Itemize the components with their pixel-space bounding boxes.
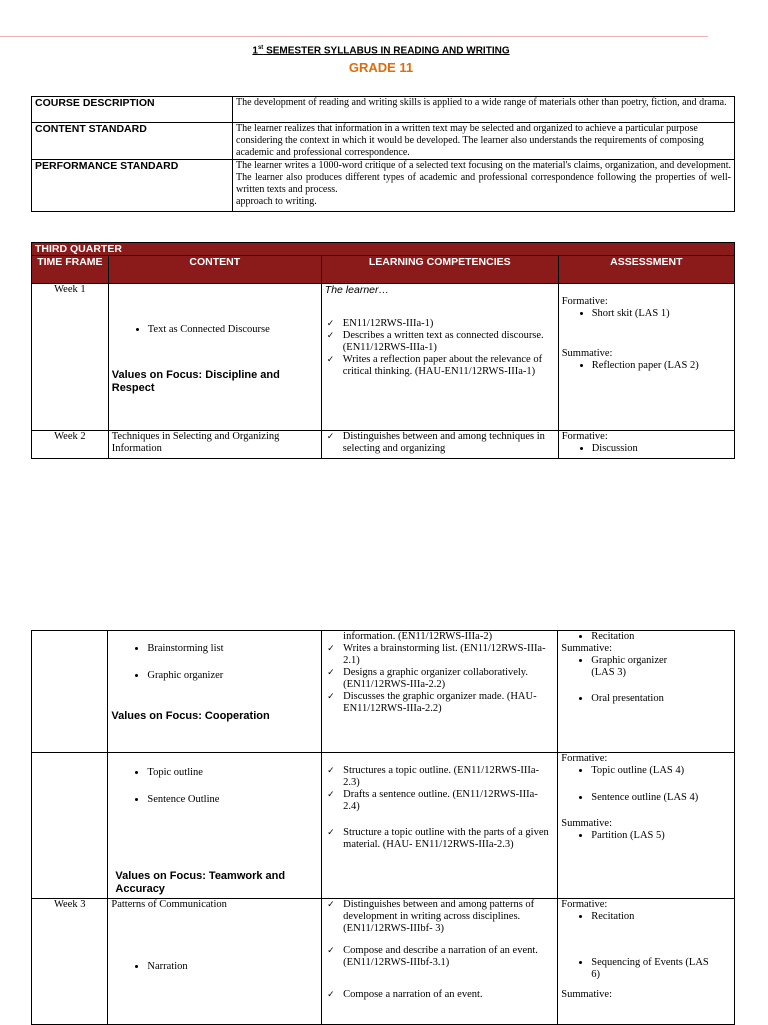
list-item: ✓ Compose a narration of an event. (343, 989, 554, 1001)
grade-heading: GRADE 11 (348, 60, 414, 75)
competency-continued: information. (EN11/12RWS-IIIa-2) (343, 631, 493, 642)
list-item: ✓ Distinguishes between and among patterns of development in writing across disciplines. (EN11/12RWS-IIIbf- 3) (343, 899, 554, 935)
top-rule (0, 36, 708, 37)
list-item: • Sequencing of Events (LAS 6) (591, 957, 711, 981)
list-item: ✓ Writes a brainstorming list. (EN11/12RWS-IIIa-2.1) (343, 643, 554, 667)
values-focus: Values on Focus: Teamwork and Accuracy (115, 870, 286, 895)
course-description-value: The development of reading and writing skills is applied to a wide range of materials other than poetry, fiction, and drama. (233, 97, 735, 123)
list-item: ✓ Structure a topic outline with the parts of a given material. (HAU- EN11/12RWS-IIIa-2.3) (343, 827, 554, 851)
table-row (32, 431, 735, 459)
list-item: ✓ Discusses the graphic organizer made. (HAU-EN11/12RWS-IIIa-2.2) (343, 691, 554, 715)
col-time-frame: TIME FRAME (32, 256, 109, 284)
third-quarter-table-continued (31, 630, 735, 1025)
list-item: • Short skit (LAS 1) (592, 308, 731, 320)
content-text: Techniques in Selecting and Organizing Information (108, 431, 321, 459)
table-row (32, 753, 735, 899)
table-row (32, 631, 735, 753)
list-item: • Topic outline (LAS 4) (591, 765, 731, 777)
formative-label: Formative: (561, 431, 608, 442)
list-item: • Graphic organizer (LAS 3) (591, 655, 691, 679)
page-title: 1st SEMESTER SYLLABUS IN READING AND WRITING (252, 45, 510, 57)
week-label: Week 2 (32, 431, 109, 459)
formative-label: Formative: (561, 296, 608, 307)
list-item: ✓ Drafts a sentence outline. (EN11/12RWS-IIIa-2.4) (343, 789, 554, 813)
week-label: Week 1 (32, 284, 109, 431)
table-row (32, 899, 735, 1025)
list-item: ✓ EN11/12RWS-IIIa-1) (343, 318, 555, 330)
formative-label: Formative: (561, 899, 608, 910)
list-item: • Topic outline (147, 767, 318, 779)
table-row (32, 284, 735, 431)
performance-standard-label: PERFORMANCE STANDARD (32, 160, 233, 212)
values-focus: Values on Focus: Cooperation (111, 710, 270, 722)
list-item: ✓ Distinguishes between and among techniques in selecting and organizing (343, 431, 555, 455)
list-item: ✓ Describes a written text as connected discourse. (EN11/12RWS-IIIa-1) (343, 330, 555, 354)
list-item: ✓ Structures a topic outline. (EN11/12RWS-IIIa-2.3) (343, 765, 554, 789)
list-item: • Discussion (592, 443, 731, 455)
list-item: • Text as Connected Discourse (148, 324, 318, 336)
list-item: • Sentence Outline (147, 794, 318, 806)
performance-standard-value: The learner writes a 1000-word critique of a selected text focusing on the material's claims, organization, and development. The learner also produces different types of academic and professional correspondence following the properties of well-written texts and process. approach to writing. (233, 160, 735, 212)
quarter-label: THIRD QUARTER (32, 243, 735, 256)
summative-label: Summative: (561, 818, 612, 829)
learner-label: The learner… (324, 284, 389, 296)
list-item: • Partition (LAS 5) (591, 830, 731, 842)
summative-label: Summative: (561, 643, 612, 654)
list-item: • Narration (147, 961, 318, 973)
list-item: ✓ Compose and describe a narration of an event. (EN11/12RWS-IIIbf-3.1) (343, 945, 554, 969)
col-learning-competencies: LEARNING COMPETENCIES (321, 256, 558, 284)
list-item: • Recitation (591, 631, 731, 643)
values-focus: Values on Focus: Discipline and Respect (111, 369, 280, 394)
course-info-table (31, 96, 735, 212)
list-item: ✓ Designs a graphic organizer collaboratively. (EN11/12RWS-IIIa-2.2) (343, 667, 554, 691)
list-item: • Graphic organizer (147, 670, 318, 682)
col-content: CONTENT (108, 256, 321, 284)
content-text: Patterns of Communication (111, 899, 227, 910)
third-quarter-table (31, 242, 735, 459)
content-standard-label: CONTENT STANDARD (32, 123, 233, 160)
list-item: ✓ Writes a reflection paper about the relevance of critical thinking. (HAU-EN11/12RWS-IIIa-1) (343, 354, 555, 378)
list-item: • Brainstorming list (147, 643, 318, 655)
course-description-label: COURSE DESCRIPTION (32, 97, 233, 123)
week-label: Week 3 (32, 899, 108, 1025)
list-item: • Recitation (591, 911, 731, 923)
summative-label: Summative: (561, 348, 613, 359)
formative-label: Formative: (561, 753, 608, 764)
content-standard-value: The learner realizes that information in a written text may be selected and organized to achieve a particular purpose considering the context in which it would be developed. The learner also understands the requirements of composing academic and professional correspondence. (233, 123, 735, 160)
summative-label: Summative: (561, 989, 612, 1000)
list-item: • Oral presentation (591, 693, 731, 705)
col-assessment: ASSESSMENT (558, 256, 734, 284)
list-item: • Sentence outline (LAS 4) (591, 792, 731, 804)
list-item: • Reflection paper (LAS 2) (592, 360, 731, 372)
